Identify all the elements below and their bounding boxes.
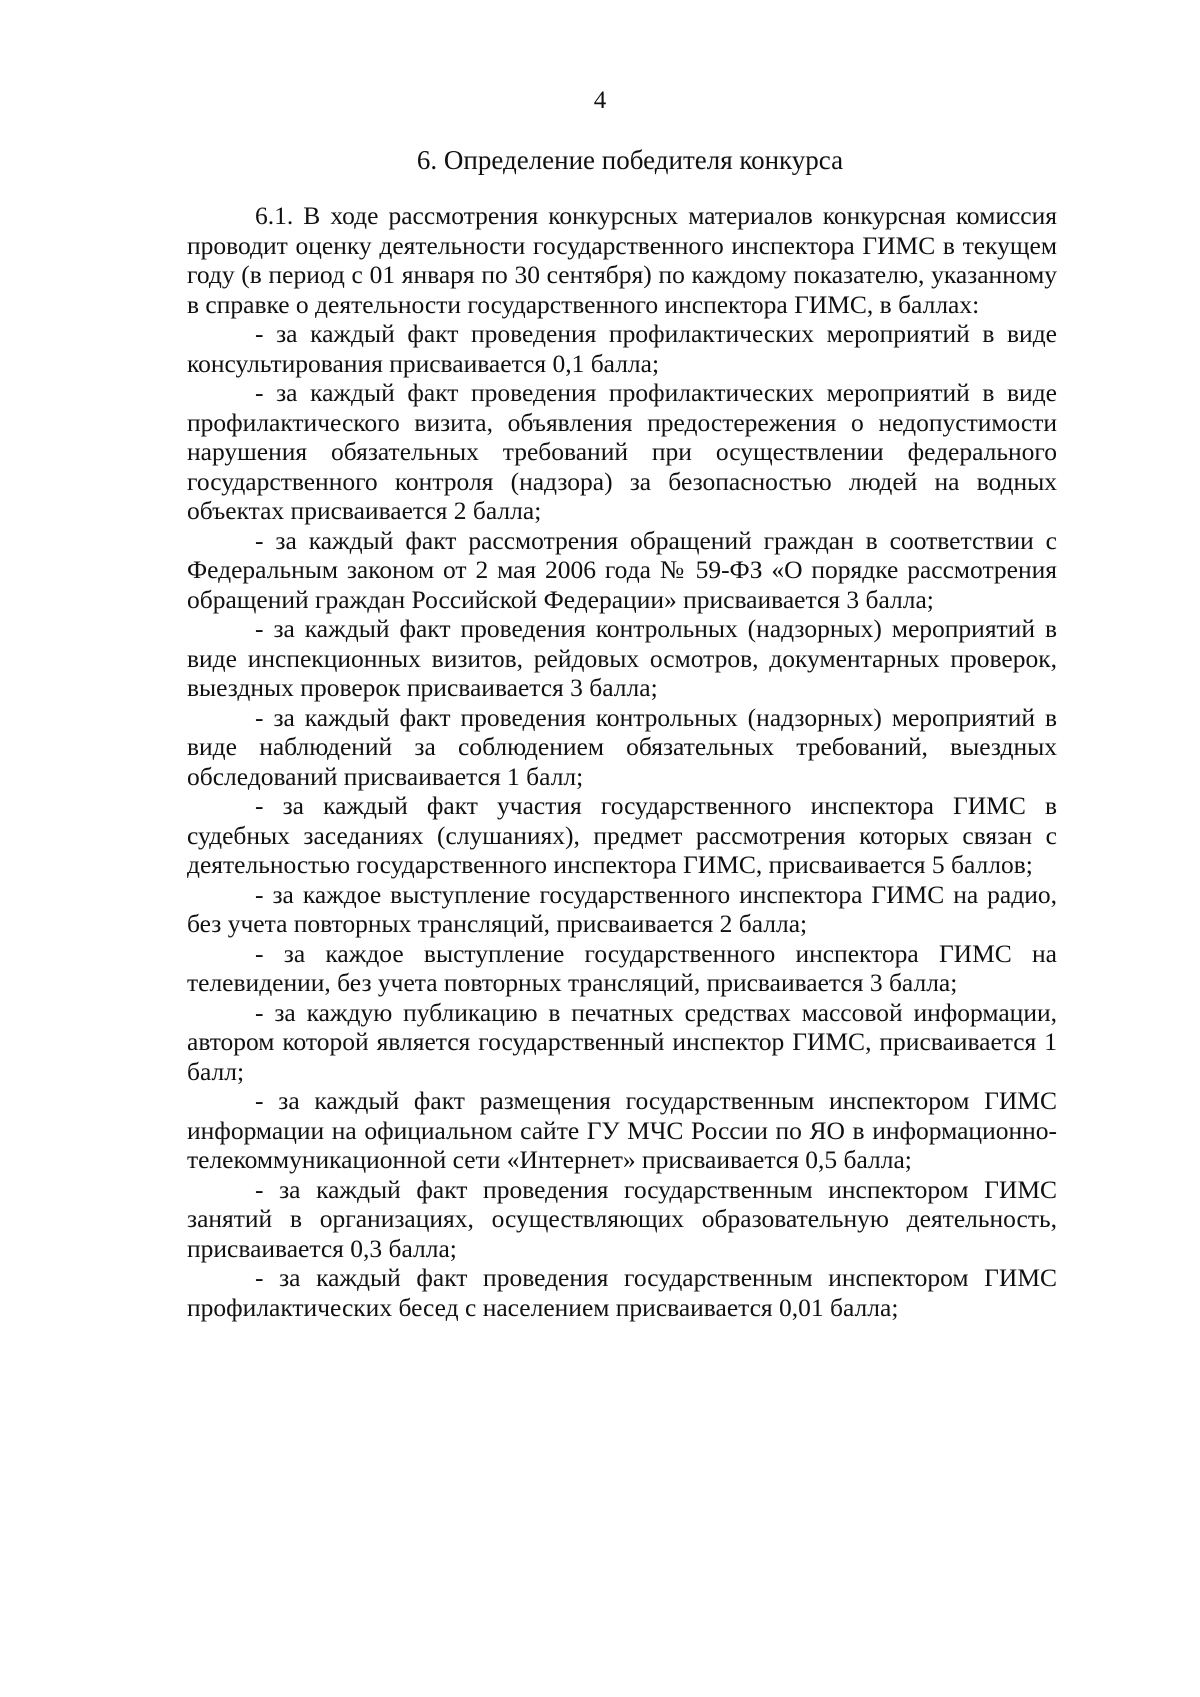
criterion-item: - за каждый факт проведения государственным инспектором ГИМС профилактических бесед с населением присваивается 0,01 балла; [187, 1263, 1057, 1322]
criterion-item: - за каждый факт проведения профилактических мероприятий в виде профилактического визита, объявления предостережения о недопустимости нарушения обязательных требований при осуществлении федерального государственного контроля (надзора) за безопасностью людей на водных объектах присваивается 2 балла; [187, 378, 1057, 525]
paragraph-intro: 6.1. В ходе рассмотрения конкурсных материалов конкурсная комиссия проводит оценку деятельности государственного инспектора ГИМС в текущем году (в период с 01 января по 30 сентября) по каждому показателю, указанному в справке о деятельности государственного инспектора ГИМС, в баллах: [187, 201, 1057, 319]
criterion-item: - за каждый факт участия государственного инспектора ГИМС в судебных заседаниях (слушаниях), предмет рассмотрения которых связан с деятельностью государственного инспектора ГИМС, присваивается 5 баллов; [187, 791, 1057, 879]
page-number: 4 [593, 87, 607, 114]
criterion-item: - за каждый факт проведения контрольных (надзорных) мероприятий в виде наблюдений за соблюдением обязательных требований, выездных обследований присваивается 1 балл; [187, 702, 1057, 791]
criterion-item: - за каждое выступление государственного инспектора ГИМС на телевидении, без учета повторных трансляций, присваивается 3 балла; [187, 938, 1057, 997]
criterion-item: - за каждый факт проведения профилактических мероприятий в виде консультирования присваивается 0,1 балла; [187, 319, 1057, 378]
criterion-item: - за каждый факт проведения государственным инспектором ГИМС занятий в организациях, осуществляющих образовательную деятельность, присваивается 0,3 балла; [187, 1174, 1057, 1263]
criterion-item: - за каждый факт рассмотрения обращений граждан в соответствии с Федеральным законом от 2 мая 2006 года № 59-ФЗ «О порядке рассмотрения обращений граждан Российской Федерации» присваивается 3 балла; [187, 525, 1057, 614]
criterion-item: - за каждый факт проведения контрольных (надзорных) мероприятий в виде инспекционных визитов, рейдовых осмотров, документарных проверок, выездных проверок присваивается 3 балла; [187, 614, 1057, 702]
section-title: 6. Определение победителя конкурса [416, 145, 844, 175]
criterion-item: - за каждое выступление государственного инспектора ГИМС на радио, без учета повторных трансляций, присваивается 2 балла; [187, 879, 1057, 938]
criterion-item: - за каждый факт размещения государственным инспектором ГИМС информации на официальном сайте ГУ МЧС России по ЯО в информационно-телекоммуникационной сети «Интернет» присваивается 0,5 балла; [187, 1086, 1057, 1174]
criterion-item: - за каждую публикацию в печатных средствах массовой информации, автором которой является государственный инспектор ГИМС, присваивается 1 балл; [187, 997, 1057, 1086]
document-body [187, 201, 1057, 1322]
